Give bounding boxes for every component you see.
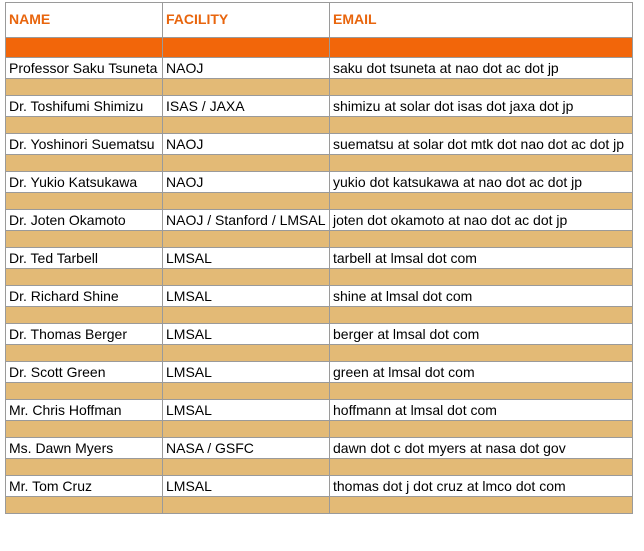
accent-bar-cell — [6, 38, 163, 58]
spacer-cell — [163, 155, 330, 172]
spacer-cell — [6, 497, 163, 514]
spacer-row — [6, 117, 633, 134]
contact-table — [5, 2, 633, 514]
facility-cell: LMSAL — [163, 324, 330, 345]
email-cell: joten dot okamoto at nao dot ac dot jp — [330, 210, 633, 231]
name-cell: Dr. Ted Tarbell — [6, 248, 163, 269]
facility-cell: LMSAL — [163, 248, 330, 269]
spacer-cell — [6, 421, 163, 438]
accent-bar-row — [6, 38, 633, 58]
name-cell: Professor Saku Tsuneta — [6, 58, 163, 79]
facility-cell: LMSAL — [163, 362, 330, 383]
email-column-header: EMAIL — [330, 3, 633, 38]
spacer-row — [6, 79, 633, 96]
spacer-cell — [163, 231, 330, 248]
spacer-cell — [330, 155, 633, 172]
name-column-header: NAME — [6, 3, 163, 38]
spacer-cell — [330, 193, 633, 210]
spacer-cell — [163, 383, 330, 400]
name-cell: Dr. Joten Okamoto — [6, 210, 163, 231]
spacer-cell — [6, 383, 163, 400]
table-row — [6, 400, 633, 421]
spacer-cell — [330, 117, 633, 134]
table-row — [6, 248, 633, 269]
spacer-row — [6, 155, 633, 172]
table-row — [6, 286, 633, 307]
table-row — [6, 134, 633, 155]
spacer-cell — [330, 345, 633, 362]
table-body — [6, 58, 633, 514]
name-cell: Dr. Toshifumi Shimizu — [6, 96, 163, 117]
facility-cell: NASA / GSFC — [163, 438, 330, 459]
email-cell: green at lmsal dot com — [330, 362, 633, 383]
spacer-row — [6, 383, 633, 400]
spacer-row — [6, 345, 633, 362]
table-row — [6, 210, 633, 231]
spacer-cell — [330, 383, 633, 400]
facility-cell: NAOJ — [163, 172, 330, 193]
spacer-cell — [163, 269, 330, 286]
spacer-cell — [330, 421, 633, 438]
spacer-cell — [330, 269, 633, 286]
spacer-row — [6, 421, 633, 438]
spacer-cell — [330, 231, 633, 248]
spacer-cell — [163, 307, 330, 324]
spacer-row — [6, 459, 633, 476]
facility-cell: LMSAL — [163, 400, 330, 421]
email-cell: dawn dot c dot myers at nasa dot gov — [330, 438, 633, 459]
spacer-cell — [6, 117, 163, 134]
spacer-cell — [330, 459, 633, 476]
table-row — [6, 476, 633, 497]
email-cell: shimizu at solar dot isas dot jaxa dot jp — [330, 96, 633, 117]
name-cell: Mr. Chris Hoffman — [6, 400, 163, 421]
spacer-cell — [163, 79, 330, 96]
table-row — [6, 362, 633, 383]
table-row — [6, 96, 633, 117]
spacer-cell — [6, 231, 163, 248]
email-cell: thomas dot j dot cruz at lmco dot com — [330, 476, 633, 497]
table-row — [6, 58, 633, 79]
spacer-row — [6, 269, 633, 286]
name-cell: Ms. Dawn Myers — [6, 438, 163, 459]
email-cell: suematsu at solar dot mtk dot nao dot ac dot jp — [330, 134, 633, 155]
spacer-cell — [6, 307, 163, 324]
spacer-row — [6, 231, 633, 248]
spacer-row — [6, 497, 633, 514]
email-cell: hoffmann at lmsal dot com — [330, 400, 633, 421]
spacer-cell — [163, 117, 330, 134]
spacer-cell — [330, 497, 633, 514]
facility-cell: NAOJ — [163, 134, 330, 155]
name-cell: Dr. Thomas Berger — [6, 324, 163, 345]
facility-cell: ISAS / JAXA — [163, 96, 330, 117]
facility-cell: LMSAL — [163, 476, 330, 497]
spacer-cell — [163, 193, 330, 210]
spacer-cell — [6, 155, 163, 172]
facility-cell: NAOJ — [163, 58, 330, 79]
spacer-cell — [6, 193, 163, 210]
table-row — [6, 172, 633, 193]
spacer-cell — [163, 345, 330, 362]
name-cell: Dr. Yoshinori Suematsu — [6, 134, 163, 155]
spacer-row — [6, 193, 633, 210]
accent-bar-cell — [163, 38, 330, 58]
spacer-row — [6, 307, 633, 324]
email-cell: tarbell at lmsal dot com — [330, 248, 633, 269]
name-cell: Dr. Scott Green — [6, 362, 163, 383]
spacer-cell — [163, 497, 330, 514]
header-row — [6, 3, 633, 38]
spacer-cell — [6, 269, 163, 286]
spacer-cell — [330, 79, 633, 96]
accent-bar-cell — [330, 38, 633, 58]
table-row — [6, 438, 633, 459]
spacer-cell — [330, 307, 633, 324]
email-cell: yukio dot katsukawa at nao dot ac dot jp — [330, 172, 633, 193]
spacer-cell — [163, 421, 330, 438]
facility-cell: LMSAL — [163, 286, 330, 307]
email-cell: saku dot tsuneta at nao dot ac dot jp — [330, 58, 633, 79]
email-cell: berger at lmsal dot com — [330, 324, 633, 345]
name-cell: Mr. Tom Cruz — [6, 476, 163, 497]
facility-column-header: FACILITY — [163, 3, 330, 38]
spacer-cell — [6, 79, 163, 96]
name-cell: Dr. Richard Shine — [6, 286, 163, 307]
table-row — [6, 324, 633, 345]
spacer-cell — [6, 345, 163, 362]
name-cell: Dr. Yukio Katsukawa — [6, 172, 163, 193]
spacer-cell — [163, 459, 330, 476]
spacer-cell — [6, 459, 163, 476]
email-cell: shine at lmsal dot com — [330, 286, 633, 307]
facility-cell: NAOJ / Stanford / LMSAL — [163, 210, 330, 231]
